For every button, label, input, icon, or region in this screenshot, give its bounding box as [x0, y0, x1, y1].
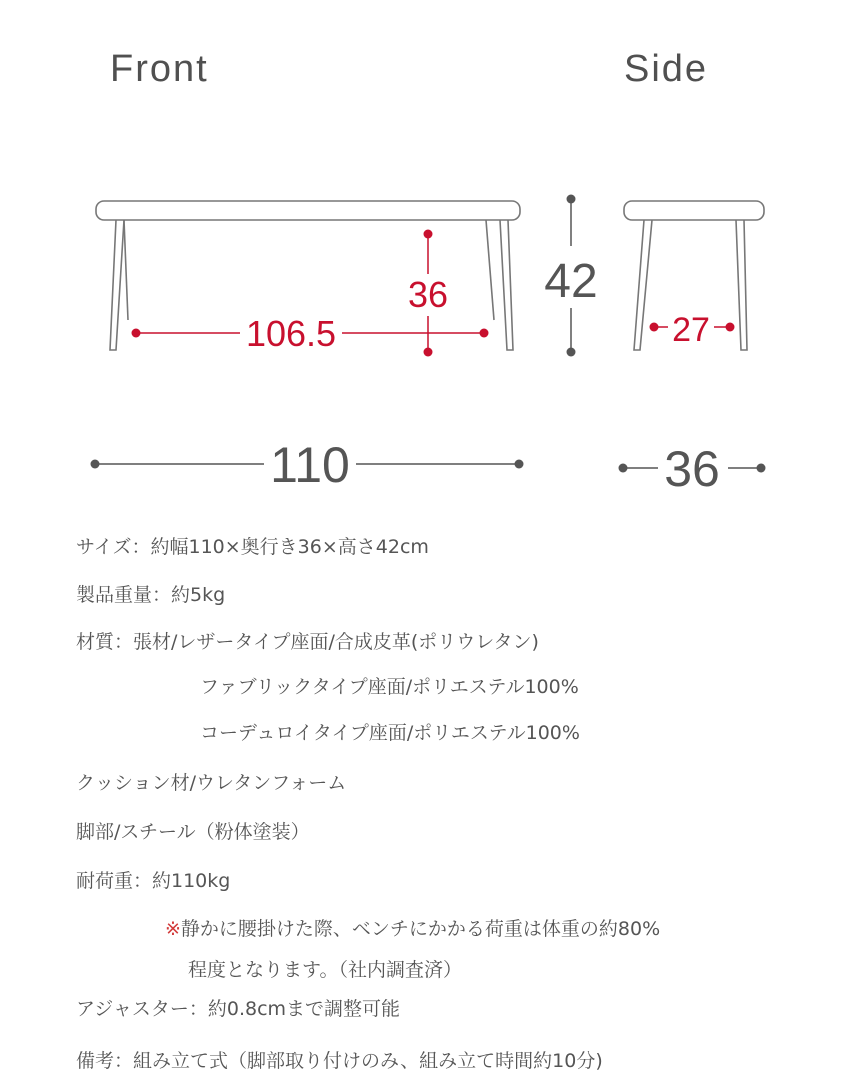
- total-height-dimension: [544, 195, 597, 357]
- note-text-1: 静かに腰掛けた際、ベンチにかかる荷重は体重の約80%: [180, 918, 661, 940]
- total-height-value: 42: [544, 255, 598, 308]
- side-leg-span-dimension: [650, 311, 735, 349]
- spec-material-3: コーデュロイタイプ座面/ポリエステル100%: [200, 722, 580, 744]
- depth-value: 36: [664, 441, 720, 497]
- leg-span-dimension: [132, 313, 489, 354]
- leg-span-value: 106.5: [245, 313, 337, 354]
- spec-weight: 製品重量：約5kg: [76, 584, 226, 606]
- front-seat: [96, 201, 520, 220]
- spec-size: サイズ：約幅110×奥行き36×高さ42cm: [76, 536, 429, 558]
- depth-dimension: [619, 441, 766, 497]
- side-right-leg: [736, 220, 747, 350]
- spec-adjuster: アジャスター：約0.8cmまで調整可能: [76, 998, 401, 1020]
- front-left-leg-inner: [124, 220, 128, 320]
- side-view-label: Side: [624, 48, 709, 90]
- dimension-diagram: [0, 150, 868, 500]
- front-view-label: Front: [110, 48, 209, 90]
- spec-remarks: 備考：組み立て式（脚部取り付けのみ、組み立て時間約10分): [76, 1050, 603, 1072]
- spec-cushion: クッション材/ウレタンフォーム: [76, 772, 347, 794]
- front-right-leg-inner: [486, 220, 494, 320]
- spec-note-line-1: [165, 914, 660, 941]
- spec-material-1: 材質：張材/レザータイプ座面/合成皮革(ポリウレタン): [76, 631, 539, 653]
- total-width-value: 110: [270, 437, 350, 493]
- spec-note-line-2: 程度となります。（社内調査済）: [188, 959, 462, 981]
- spec-load: 耐荷重：約110kg: [76, 870, 231, 892]
- seat-height-value: 36: [407, 274, 449, 315]
- front-right-leg-outer: [500, 220, 513, 350]
- front-left-leg-outer: [110, 220, 124, 350]
- side-leg-span-value: 27: [672, 311, 710, 349]
- note-mark: ※: [165, 918, 181, 940]
- spec-material-2: ファブリックタイプ座面/ポリエステル100%: [200, 676, 579, 698]
- spec-legs: 脚部/スチール（粉体塗装）: [76, 821, 310, 843]
- side-seat: [624, 201, 764, 220]
- side-left-leg: [634, 220, 652, 350]
- seat-height-dimension: [408, 230, 448, 357]
- total-width-dimension: [91, 437, 524, 493]
